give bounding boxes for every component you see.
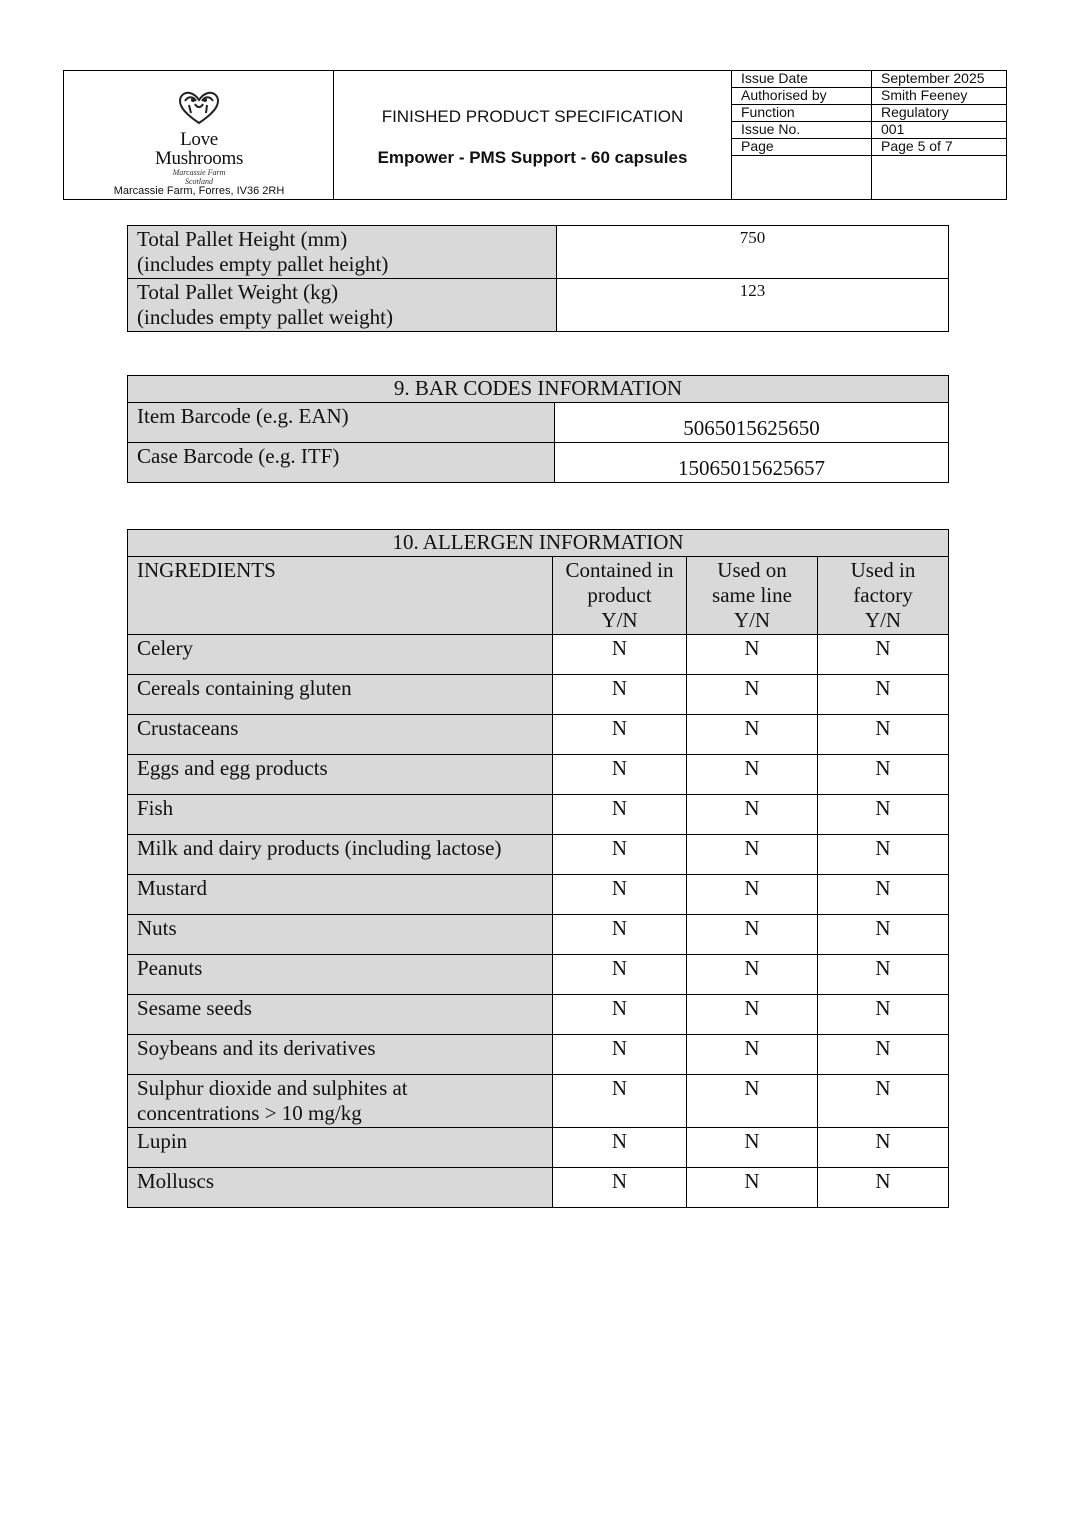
pallet-label-line: (includes empty pallet height) — [137, 252, 389, 276]
allergen-header-row — [128, 557, 949, 635]
document-header — [63, 70, 1007, 200]
header-line: same line — [712, 583, 792, 607]
allergen-factory-value: N — [818, 1168, 949, 1208]
meta-row — [732, 88, 1006, 105]
pallet-value: 123 — [557, 279, 949, 332]
allergen-contained-value: N — [553, 915, 687, 955]
allergen-name-line: Crustaceans — [137, 716, 239, 740]
allergen-name-line: Molluscs — [137, 1169, 215, 1193]
allergen-factory-value: N — [818, 955, 949, 995]
allergen-contained-value: N — [553, 755, 687, 795]
header-line: Used in — [850, 558, 916, 582]
allergen-row — [128, 715, 949, 755]
allergen-name-line: Eggs and egg products — [137, 756, 328, 780]
title-cell — [334, 71, 732, 199]
barcodes-title-row — [128, 376, 949, 403]
allergen-row — [128, 1128, 949, 1168]
barcode-row — [128, 403, 949, 443]
header-line: Y/N — [864, 608, 902, 632]
allergen-factory-value: N — [818, 1075, 949, 1128]
meta-row-empty — [732, 156, 1006, 200]
allergen-same-line-value: N — [687, 715, 818, 755]
allergen-contained-value: N — [553, 1035, 687, 1075]
column-header-factory — [818, 557, 949, 635]
meta-empty — [732, 156, 872, 200]
allergen-name — [128, 795, 553, 835]
mushroom-heart-icon — [177, 91, 221, 125]
allergen-factory-value: N — [818, 915, 949, 955]
allergen-name — [128, 755, 553, 795]
allergen-same-line-value: N — [687, 795, 818, 835]
allergen-same-line-value: N — [687, 995, 818, 1035]
allergen-row — [128, 755, 949, 795]
pallet-label-line: Total Pallet Weight (kg) — [137, 280, 339, 304]
allergen-contained-value: N — [553, 715, 687, 755]
header-line: Contained in — [565, 558, 674, 582]
allergen-name-line: Nuts — [137, 916, 177, 940]
allergen-name — [128, 1035, 553, 1075]
barcode-value: 15065015625657 — [555, 443, 949, 483]
logo-word-love: Love — [180, 129, 218, 150]
allergen-name-line: Mustard — [137, 876, 207, 900]
allergen-name — [128, 635, 553, 675]
allergen-name-line: Milk and dairy products (including lactose) — [137, 836, 502, 860]
allergen-row — [128, 1035, 949, 1075]
column-header-contained — [553, 557, 687, 635]
header-line: factory — [853, 583, 913, 607]
allergen-same-line-value: N — [687, 1168, 818, 1208]
meta-value: Smith Feeney — [872, 88, 1007, 105]
allergen-row — [128, 1075, 949, 1128]
allergen-contained-value: N — [553, 635, 687, 675]
allergen-name-line: Cereals containing gluten — [137, 676, 352, 700]
product-title: Empower - PMS Support - 60 capsules — [377, 148, 688, 167]
brand-logo — [64, 91, 334, 186]
barcode-label: Item Barcode (e.g. EAN) — [128, 403, 555, 443]
allergen-name — [128, 995, 553, 1035]
allergen-factory-value: N — [818, 755, 949, 795]
allergen-name — [128, 915, 553, 955]
allergen-factory-value: N — [818, 1035, 949, 1075]
allergen-factory-value: N — [818, 1128, 949, 1168]
allergen-name — [128, 1075, 553, 1128]
header-line: Used on — [717, 558, 787, 582]
allergen-name-line: Celery — [137, 636, 193, 660]
column-header-same-line — [687, 557, 818, 635]
allergen-name-line: Fish — [137, 796, 174, 820]
allergen-contained-value: N — [553, 795, 687, 835]
meta-label: Issue Date — [732, 71, 872, 88]
pallet-value: 750 — [557, 226, 949, 279]
allergen-same-line-value: N — [687, 875, 818, 915]
allergen-contained-value: N — [553, 875, 687, 915]
allergen-contained-value: N — [553, 675, 687, 715]
allergen-factory-value: N — [818, 675, 949, 715]
allergen-title-row — [128, 530, 949, 557]
allergen-same-line-value: N — [687, 915, 818, 955]
meta-row — [732, 71, 1006, 88]
allergen-same-line-value: N — [687, 675, 818, 715]
barcodes-table — [127, 375, 949, 483]
allergen-same-line-value: N — [687, 955, 818, 995]
meta-value: Regulatory — [872, 105, 1007, 122]
allergen-contained-value: N — [553, 1128, 687, 1168]
allergen-name-line: Soybeans and its derivatives — [137, 1036, 376, 1060]
meta-label: Issue No. — [732, 122, 872, 139]
allergen-table — [127, 529, 949, 1208]
section-title: 9. BAR CODES INFORMATION — [128, 376, 949, 403]
meta-row — [732, 122, 1006, 139]
allergen-name — [128, 875, 553, 915]
pallet-table — [127, 225, 949, 332]
allergen-row — [128, 835, 949, 875]
company-address: Marcassie Farm, Forres, IV36 2RH — [113, 185, 285, 197]
meta-value: 001 — [872, 122, 1007, 139]
pallet-row — [128, 279, 949, 332]
allergen-same-line-value: N — [687, 635, 818, 675]
meta-label: Page — [732, 139, 872, 156]
header-line: Y/N — [733, 608, 771, 632]
meta-value: September 2025 — [872, 71, 1007, 88]
allergen-name — [128, 835, 553, 875]
allergen-same-line-value: N — [687, 1075, 818, 1128]
allergen-same-line-value: N — [687, 1035, 818, 1075]
logo-cell — [64, 71, 334, 199]
allergen-factory-value: N — [818, 995, 949, 1035]
logo-sub-country: Scotland — [185, 177, 213, 186]
allergen-contained-value: N — [553, 995, 687, 1035]
meta-row — [732, 105, 1006, 122]
pallet-label-line: Total Pallet Height (mm) — [137, 227, 348, 251]
column-header-ingredients: INGREDIENTS — [128, 557, 553, 635]
allergen-row — [128, 875, 949, 915]
barcode-label: Case Barcode (e.g. ITF) — [128, 443, 555, 483]
allergen-name — [128, 715, 553, 755]
allergen-row — [128, 635, 949, 675]
allergen-name — [128, 955, 553, 995]
barcode-row — [128, 443, 949, 483]
pallet-label — [128, 226, 557, 279]
header-line: Y/N — [601, 608, 638, 632]
pallet-label — [128, 279, 557, 332]
allergen-factory-value: N — [818, 835, 949, 875]
allergen-name — [128, 1128, 553, 1168]
allergen-contained-value: N — [553, 1075, 687, 1128]
document-meta — [732, 71, 1006, 199]
meta-row — [732, 139, 1006, 156]
document-title: FINISHED PRODUCT SPECIFICATION — [381, 107, 684, 126]
allergen-same-line-value: N — [687, 1128, 818, 1168]
allergen-same-line-value: N — [687, 835, 818, 875]
logo-sub-farm: Marcassie Farm — [172, 168, 226, 177]
allergen-name — [128, 675, 553, 715]
allergen-row — [128, 955, 949, 995]
allergen-name — [128, 1168, 553, 1208]
allergen-name-line: Peanuts — [137, 956, 203, 980]
allergen-name-line: Lupin — [137, 1129, 188, 1153]
allergen-row — [128, 915, 949, 955]
allergen-factory-value: N — [818, 795, 949, 835]
allergen-rows — [128, 635, 949, 1208]
allergen-same-line-value: N — [687, 755, 818, 795]
allergen-name-line: concentrations > 10 mg/kg — [137, 1101, 362, 1125]
meta-label: Function — [732, 105, 872, 122]
allergen-factory-value: N — [818, 875, 949, 915]
meta-empty — [872, 156, 1007, 200]
allergen-row — [128, 675, 949, 715]
section-title: 10. ALLERGEN INFORMATION — [128, 530, 949, 557]
barcode-value: 5065015625650 — [555, 403, 949, 443]
allergen-name-line: Sulphur dioxide and sulphites at — [137, 1076, 408, 1100]
pallet-label-line: (includes empty pallet weight) — [137, 305, 394, 329]
allergen-row — [128, 795, 949, 835]
header-line: product — [587, 583, 652, 607]
allergen-contained-value: N — [553, 955, 687, 995]
pallet-row — [128, 226, 949, 279]
allergen-name-line: Sesame seeds — [137, 996, 252, 1020]
allergen-factory-value: N — [818, 635, 949, 675]
allergen-contained-value: N — [553, 835, 687, 875]
meta-value: Page 5 of 7 — [872, 139, 1007, 156]
logo-word-mushrooms: Mushrooms — [154, 148, 244, 169]
allergen-row — [128, 995, 949, 1035]
allergen-factory-value: N — [818, 715, 949, 755]
allergen-contained-value: N — [553, 1168, 687, 1208]
allergen-row — [128, 1168, 949, 1208]
meta-label: Authorised by — [732, 88, 872, 105]
